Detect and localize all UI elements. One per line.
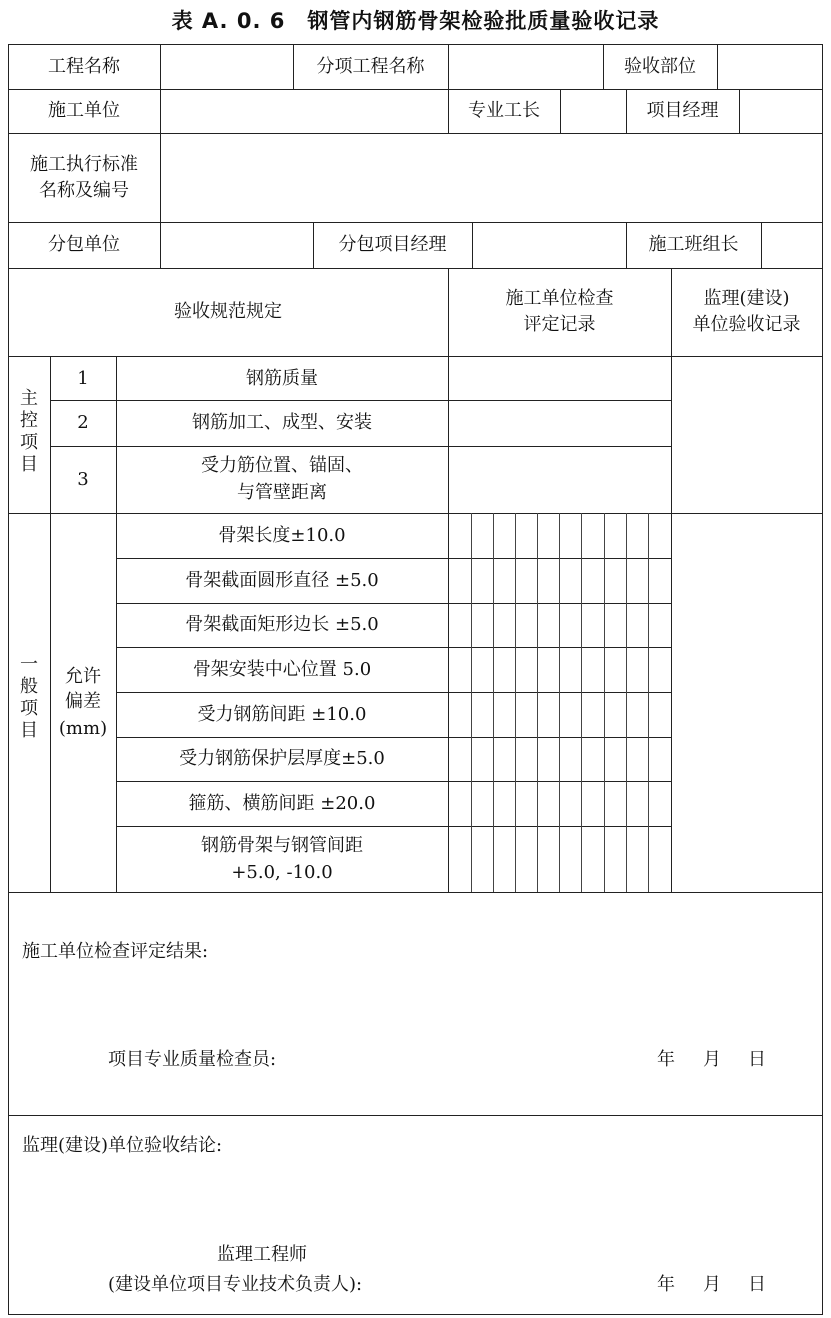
engineer-sub-label: (建设单位项目专业技术负责人): <box>108 1274 363 1295</box>
col-line <box>717 44 718 89</box>
grid-line <box>471 513 472 892</box>
construction-result-label: 施工单位检查评定结果: <box>22 941 209 962</box>
item-number: 3 <box>77 469 89 490</box>
item-number: 1 <box>77 368 89 389</box>
col-line <box>739 89 740 133</box>
standard-label-line2: 名称及编号 <box>39 180 129 201</box>
sub-project-manager-label: 分包项目经理 <box>338 234 447 255</box>
row-line <box>116 692 671 693</box>
date-month: 月 <box>703 1049 721 1070</box>
acceptance-part-label: 验收部位 <box>624 56 696 77</box>
col-line <box>50 356 51 892</box>
general-item: 箍筋、横筋间距 ±20.0 <box>188 793 376 814</box>
row-line <box>116 781 671 782</box>
grid-line <box>648 513 649 892</box>
row-line <box>8 892 823 893</box>
row-line <box>50 400 671 401</box>
row-line <box>8 356 823 357</box>
sub-project-name-label: 分项工程名称 <box>316 56 425 77</box>
foreman-label: 专业工长 <box>468 100 540 121</box>
subcontractor-label: 分包单位 <box>48 234 120 255</box>
check-column-header-line2: 评定记录 <box>523 314 596 335</box>
row-line <box>8 268 823 269</box>
general-group-label: 一 般 项 目 <box>20 654 38 741</box>
item-text-line1: 受力筋位置、锚固、 <box>201 455 363 476</box>
supervision-column-header-line1: 监理(建设) <box>703 288 790 309</box>
col-line <box>761 222 762 268</box>
row-line <box>116 603 671 604</box>
col-line <box>448 44 449 89</box>
project-manager-label: 项目经理 <box>646 100 719 121</box>
col-line <box>472 222 473 268</box>
row-line <box>116 737 671 738</box>
general-item: 骨架截面矩形边长 ±5.0 <box>185 614 379 635</box>
col-line <box>560 89 561 133</box>
general-item-last-line2: +5.0, -10.0 <box>231 862 333 883</box>
grid-line <box>515 513 516 892</box>
col-line <box>671 268 672 892</box>
general-item: 骨架长度±10.0 <box>218 525 346 546</box>
tolerance-label-line1: 允许 <box>65 666 101 687</box>
item-text: 钢筋加工、成型、安装 <box>192 412 372 433</box>
engineer-label: 监理工程师 <box>217 1244 307 1265</box>
date2-year: 年 <box>657 1274 675 1295</box>
construction-unit-label: 施工单位 <box>48 100 120 121</box>
frame-bottom-line <box>8 1314 823 1315</box>
date2-day: 日 <box>748 1274 766 1295</box>
frame-right-line <box>822 44 823 1314</box>
date2-month: 月 <box>703 1274 721 1295</box>
inspector-label: 项目专业质量检查员: <box>108 1049 277 1070</box>
row-line <box>8 222 823 223</box>
project-name-label: 工程名称 <box>48 56 120 77</box>
title-text: 钢管内钢筋骨架检验批质量验收记录 <box>307 9 660 33</box>
general-item: 骨架截面圆形直径 ±5.0 <box>185 570 379 591</box>
grid-line <box>626 513 627 892</box>
item-number: 2 <box>77 412 89 433</box>
row-line <box>116 558 671 559</box>
row-line <box>8 89 823 90</box>
document-title <box>0 4 831 38</box>
grid-line <box>537 513 538 892</box>
col-line <box>448 268 449 892</box>
col-line <box>160 44 161 268</box>
date-year: 年 <box>657 1049 675 1070</box>
frame-top-line <box>8 44 823 45</box>
general-item-last-line1: 钢筋骨架与钢管间距 <box>201 835 363 856</box>
grid-line <box>559 513 560 892</box>
row-line <box>116 826 671 827</box>
general-item: 受力钢筋间距 ±10.0 <box>197 704 367 725</box>
row-line <box>50 446 671 447</box>
team-leader-label: 施工班组长 <box>648 234 739 255</box>
general-item: 骨架安装中心位置 5.0 <box>192 659 372 680</box>
table-code: 表 A. 0. 6 <box>171 9 286 33</box>
item-text: 钢筋质量 <box>246 368 318 389</box>
main-control-group-label: 主 控 项 目 <box>20 388 38 475</box>
spec-column-header: 验收规范规定 <box>174 301 282 322</box>
standard-label-line1: 施工执行标准 <box>30 154 138 175</box>
grid-line <box>581 513 582 892</box>
date-day: 日 <box>748 1049 766 1070</box>
row-line <box>8 133 823 134</box>
supervision-result-label: 监理(建设)单位验收结论: <box>22 1135 223 1156</box>
general-item: 受力钢筋保护层厚度±5.0 <box>179 748 385 769</box>
tolerance-label-line2: 偏差 <box>65 691 101 712</box>
row-line <box>8 513 823 514</box>
check-column-header-line1: 施工单位检查 <box>505 288 614 309</box>
grid-line <box>493 513 494 892</box>
grid-line <box>604 513 605 892</box>
supervision-column-header-line2: 单位验收记录 <box>692 314 801 335</box>
item-text-line2: 与管壁距离 <box>237 482 327 503</box>
row-line <box>116 647 671 648</box>
tolerance-label-line3: (mm) <box>58 718 108 739</box>
row-line <box>8 1115 823 1116</box>
